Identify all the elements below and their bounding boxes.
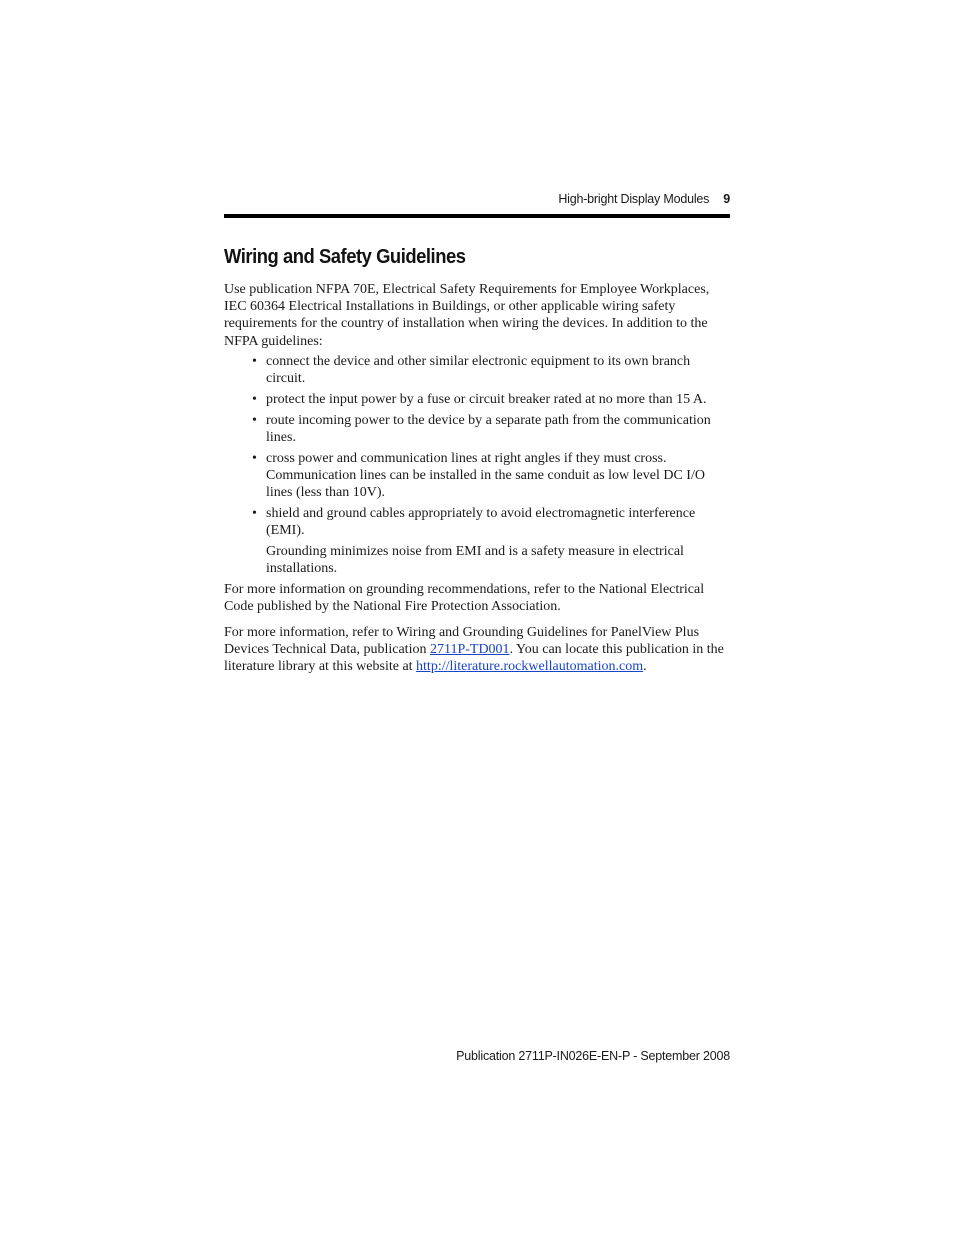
more-info-text-end: . [643, 659, 647, 675]
section-body [224, 281, 730, 675]
list-item-note: Grounding minimizes noise from EMI and is a safety measure in electrical installations. [266, 543, 684, 577]
list-item-text: route incoming power to the device by a separate path from the communication lines. [266, 412, 711, 445]
publication-footer: Publication 2711P-IN026E-EN-P - September 2008 [456, 1049, 730, 1063]
more-info-text-middle: . You can locate this publication in the literature library at this website at [224, 642, 724, 675]
bullet-icon: • [252, 391, 257, 407]
list-item [252, 505, 730, 577]
bullet-icon: • [252, 412, 257, 428]
list-item [252, 412, 730, 446]
list-item-text: connect the device and other similar electronic equipment to its own branch circuit. [266, 353, 691, 387]
header-title: High-bright Display Modules [558, 192, 710, 206]
guidelines-list [224, 353, 730, 577]
list-item-text: protect the input power by a fuse or circuit breaker rated at no more than 15 A. [266, 391, 707, 407]
more-info-text: For more information, refer to Wiring and Grounding Guidelines for PanelView Plus Devices Technical Data, publication [224, 624, 700, 658]
bullet-icon: • [252, 353, 257, 369]
literature-website-link[interactable]: http://literature.rockwellautomation.com [416, 659, 644, 675]
intro-paragraph: Use publication NFPA 70E, Electrical Safety Requirements for Employee Workplaces, IEC 60364 Electrical Installations in Buildings, or other applicable wiring safety requirements for the country of installation when wiring the devices. In addition to the NFPA guidelines: [224, 282, 710, 349]
grounding-paragraph: For more information on grounding recommendations, refer to the National Electrical Code published by the National Fire Protection Association. [224, 581, 705, 615]
page-number: 9 [723, 192, 730, 206]
running-header [224, 192, 730, 210]
bullet-icon: • [252, 450, 257, 466]
header-rule [224, 214, 730, 218]
section-title: Wiring and Safety Guidelines [224, 246, 466, 268]
publication-link[interactable]: 2711P-TD001 [429, 642, 510, 658]
list-item [252, 353, 730, 387]
list-item [252, 450, 730, 502]
bullet-icon: • [252, 505, 257, 521]
list-item-text: cross power and communication lines at right angles if they must cross. Communication lines can be installed in the same conduit as low level DC I/O lines (less than 10V). [266, 450, 705, 501]
list-item [252, 391, 730, 408]
list-item-text: shield and ground cables appropriately to avoid electromagnetic interference (EMI). [266, 505, 696, 539]
more-info-paragraph [224, 624, 730, 676]
